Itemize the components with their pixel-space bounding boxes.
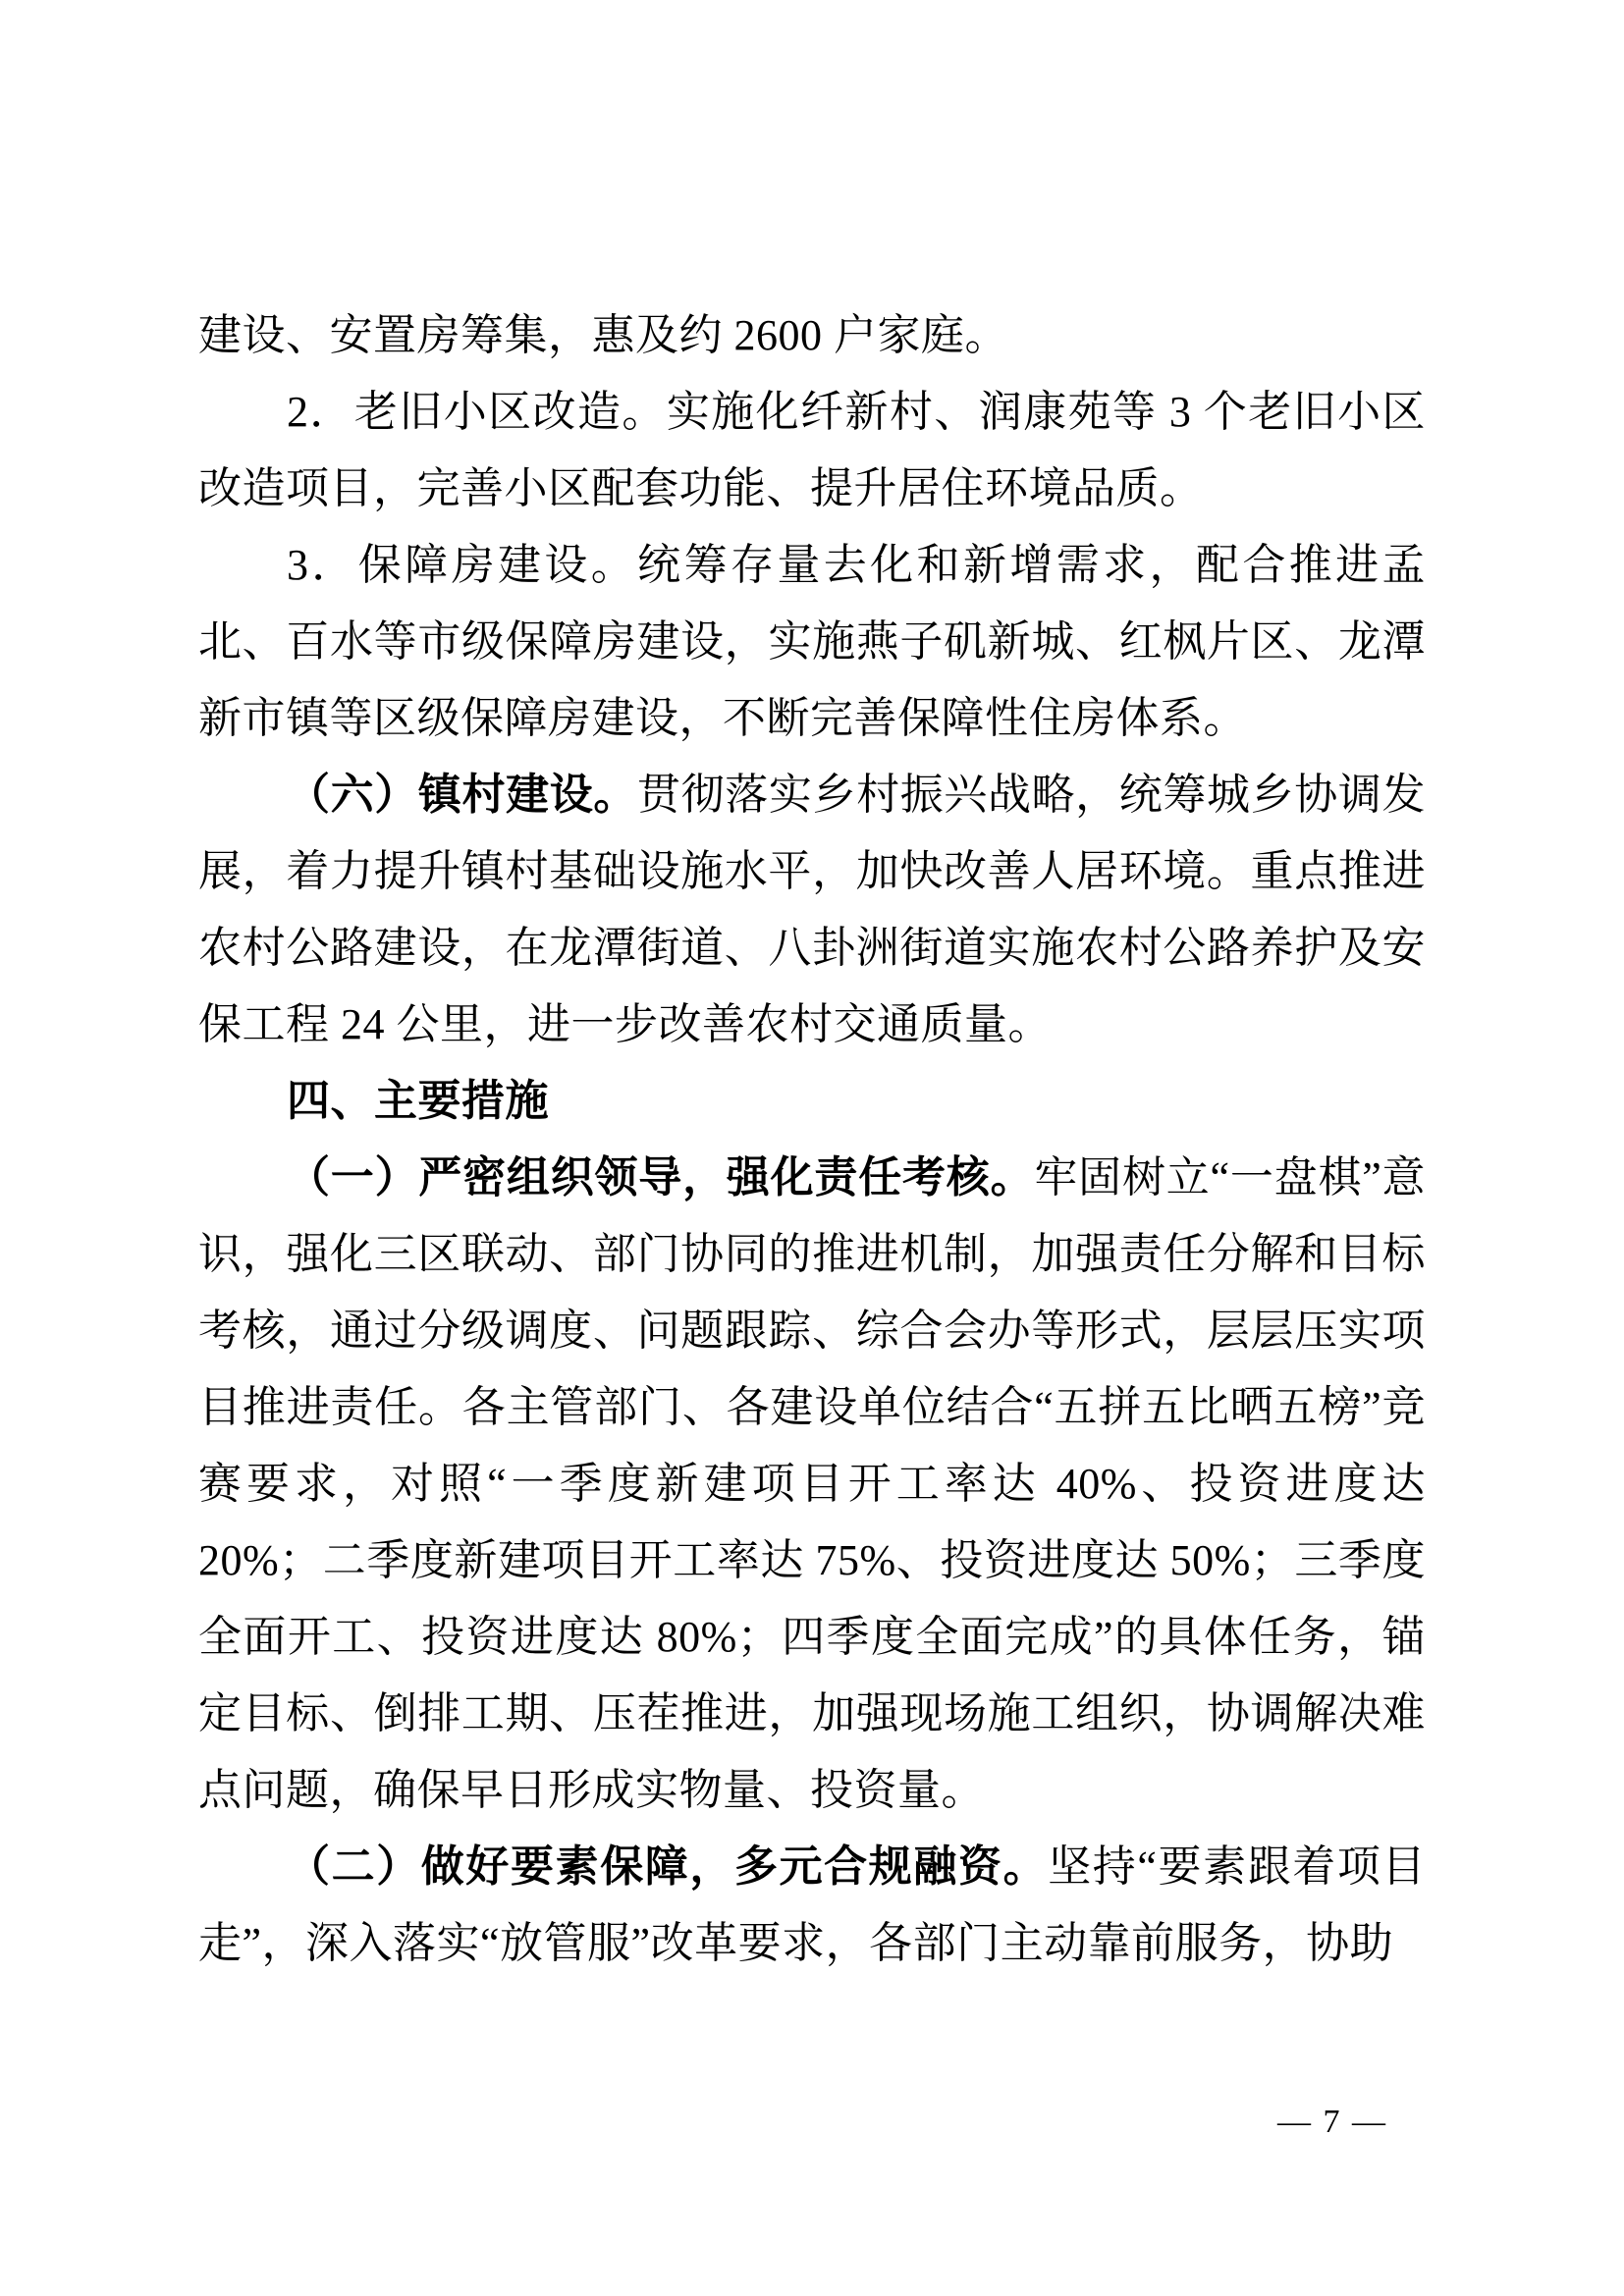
- paragraph: [198, 1140, 1426, 1829]
- text-run-body: 统筹存量去化和新增需求，配合推进孟北、百水等市级保障房建设，实施燕子矶新城、红枫片区、龙潭新市镇等区级保障房建设，不断完善保障性住房体系。: [198, 541, 1427, 742]
- text-run-kaiti: 2．老旧小区改造。: [287, 388, 667, 436]
- text-run-body: 坚持“要素跟着项目走”，深入落实“放管服”改革要求，各部门主动靠前服务，协助: [198, 1842, 1427, 1967]
- paragraph: [198, 297, 1426, 374]
- paragraph: [198, 1829, 1426, 1982]
- text-run-body: 贯彻落实乡村振兴战略，统筹城乡协调发展，着力提升镇村基础设施水平，加快改善人居环境。重点推进农村公路建设，在龙潭街道、八卦洲街道实施农村公路养护及安保工程 24 公里，进一步改善农村交通质量。: [198, 771, 1427, 1048]
- document-body: [198, 297, 1426, 1982]
- text-run-kaiti-bold: （一）严密组织领导，强化责任考核。: [287, 1153, 1035, 1201]
- text-run-body: 牢固树立“一盘棋”意识，强化三区联动、部门协同的推进机制，加强责任分解和目标考核，通过分级调度、问题跟踪、综合会办等形式，层层压实项目推进责任。各主管部门、各建设单位结合“五拼五比晒五榜”竞赛要求，对照“一季度新建项目开工率达 40%、投资进度达 20%；二季度新建项目开工率达 75%、投资进度达 50%；三季度全面开工、投资进度达 80%；四季度全面完成”的具体任务，锚定目标、倒排工期、压茬推进，加强现场施工组织，协调解决难点问题，确保早日形成实物量、投资量。: [198, 1153, 1427, 1814]
- paragraph: [198, 374, 1426, 527]
- text-run-kaiti: 3．保障房建设。: [287, 541, 638, 589]
- paragraph: [198, 527, 1426, 757]
- paragraph: [198, 757, 1426, 1063]
- text-run-body: 建设、安置房筹集，惠及约 2600 户家庭。: [198, 311, 1008, 359]
- section-heading: [198, 1063, 1426, 1140]
- text-run-kaiti-bold: （六）镇村建设。: [287, 771, 637, 819]
- text-run-kaiti-bold: （二）做好要素保障，多元合规融资。: [287, 1842, 1049, 1891]
- text-run-body: 实施化纤新村、润康苑等 3 个老旧小区改造项目，完善小区配套功能、提升居住环境品质。: [198, 388, 1427, 512]
- page-number: — 7 —: [1277, 2104, 1387, 2140]
- heading-text: 四、主要措施: [287, 1077, 549, 1125]
